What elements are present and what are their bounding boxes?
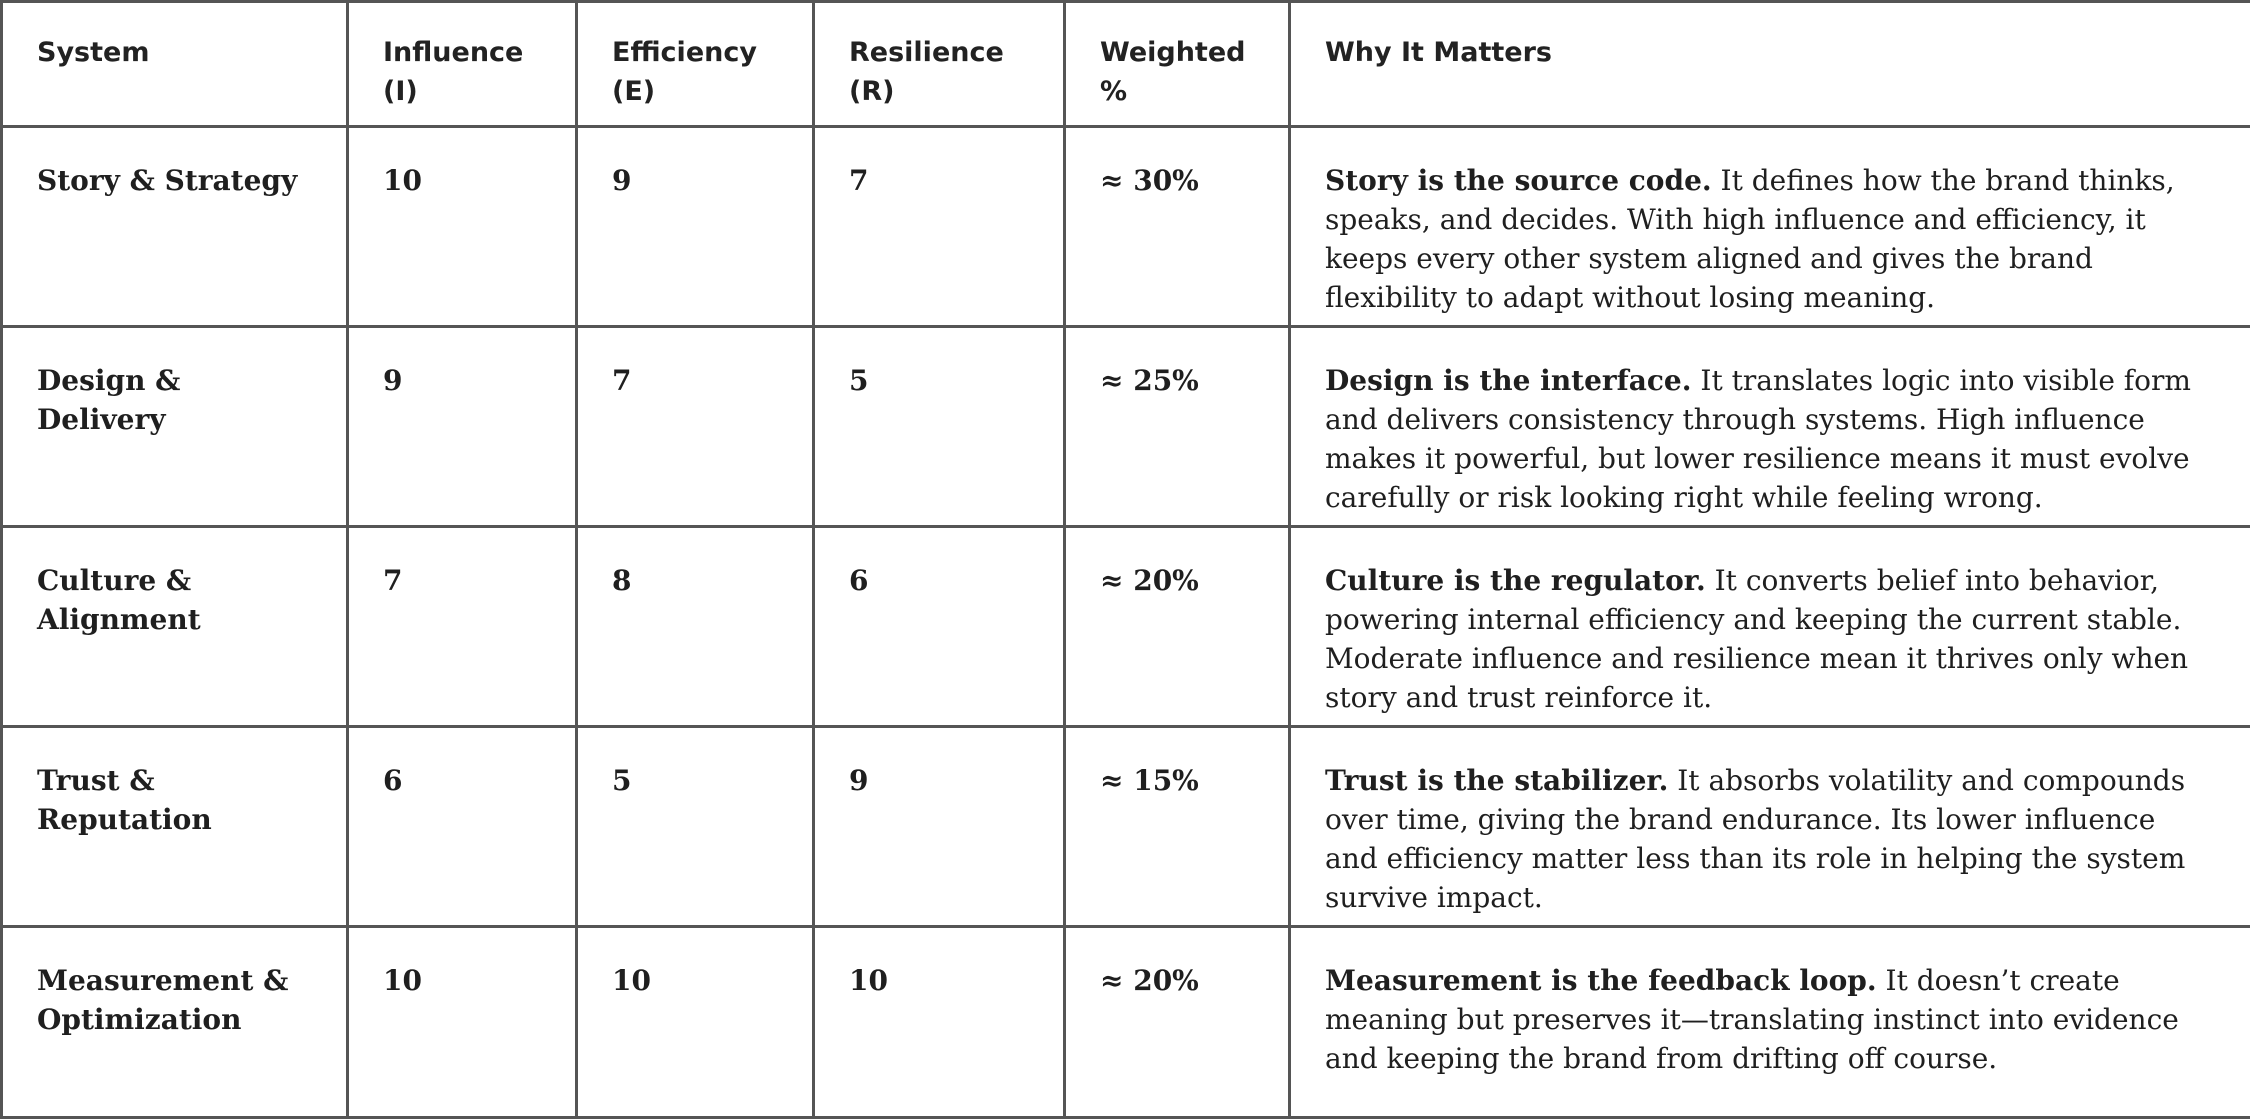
table-row xyxy=(2,327,2250,527)
system-name-cell: Culture & Alignment xyxy=(2,527,348,727)
table-row xyxy=(2,727,2250,927)
why-body-text: It defines how the brand thinks, speaks, and decides. With high influence and efficiency, it keeps every other system aligned and gives the brand flexibility to adapt without losing meaning. xyxy=(1325,164,2175,314)
resilience-cell: 5 xyxy=(814,327,1065,527)
header-influence: Influence (I) xyxy=(348,2,577,127)
resilience-cell: 9 xyxy=(814,727,1065,927)
header-weighted: Weighted % xyxy=(1065,2,1290,127)
weighted-cell: ≈ 25% xyxy=(1065,327,1290,527)
why-it-matters-cell xyxy=(1290,527,2250,727)
header-system: System xyxy=(2,2,348,127)
efficiency-cell: 9 xyxy=(577,127,814,327)
influence-cell: 6 xyxy=(348,727,577,927)
why-lead-sentence: Design is the interface. xyxy=(1325,364,1691,397)
header-why-it-matters: Why It Matters xyxy=(1290,2,2250,127)
system-name-cell: Design & Delivery xyxy=(2,327,348,527)
why-it-matters-cell xyxy=(1290,127,2250,327)
table-row xyxy=(2,927,2250,1118)
why-it-matters-cell xyxy=(1290,327,2250,527)
system-name-cell: Trust & Reputation xyxy=(2,727,348,927)
resilience-cell: 10 xyxy=(814,927,1065,1118)
why-lead-sentence: Trust is the stabilizer. xyxy=(1325,764,1668,797)
influence-cell: 7 xyxy=(348,527,577,727)
influence-cell: 10 xyxy=(348,927,577,1118)
why-lead-sentence: Culture is the regulator. xyxy=(1325,564,1706,597)
why-it-matters-cell xyxy=(1290,727,2250,927)
influence-cell: 9 xyxy=(348,327,577,527)
why-body-text: It translates logic into visible form and delivers consistency through systems. High influence makes it powerful, but lower resilience means it must evolve carefully or risk looking right while feeling wrong. xyxy=(1325,364,2191,514)
why-lead-sentence: Measurement is the feedback loop. xyxy=(1325,964,1877,997)
why-lead-sentence: Story is the source code. xyxy=(1325,164,1712,197)
table-header-row xyxy=(2,2,2250,127)
efficiency-cell: 8 xyxy=(577,527,814,727)
resilience-cell: 6 xyxy=(814,527,1065,727)
weighted-cell: ≈ 20% xyxy=(1065,527,1290,727)
weighted-cell: ≈ 15% xyxy=(1065,727,1290,927)
why-it-matters-cell xyxy=(1290,927,2250,1118)
why-body-text: It converts belief into behavior, powering internal efficiency and keeping the current stable. Moderate influence and resilience mean it thrives only when story and trust reinforce it. xyxy=(1325,564,2188,714)
influence-cell: 10 xyxy=(348,127,577,327)
efficiency-cell: 10 xyxy=(577,927,814,1118)
header-efficiency: Efficiency (E) xyxy=(577,2,814,127)
table-row xyxy=(2,527,2250,727)
efficiency-cell: 7 xyxy=(577,327,814,527)
why-body-text: It doesn’t create meaning but preserves it—translating instinct into evidence and keeping the brand from drifting off course. xyxy=(1325,964,2179,1075)
efficiency-cell: 5 xyxy=(577,727,814,927)
table-row xyxy=(2,127,2250,327)
weighted-cell: ≈ 30% xyxy=(1065,127,1290,327)
system-name-cell: Measurement & Optimization xyxy=(2,927,348,1118)
system-name-cell: Story & Strategy xyxy=(2,127,348,327)
resilience-cell: 7 xyxy=(814,127,1065,327)
header-resilience: Resilience (R) xyxy=(814,2,1065,127)
why-body-text: It absorbs volatility and compounds over time, giving the brand endurance. Its lower influence and efficiency matter less than its role in helping the system survive impact. xyxy=(1325,764,2185,914)
weighted-cell: ≈ 20% xyxy=(1065,927,1290,1118)
